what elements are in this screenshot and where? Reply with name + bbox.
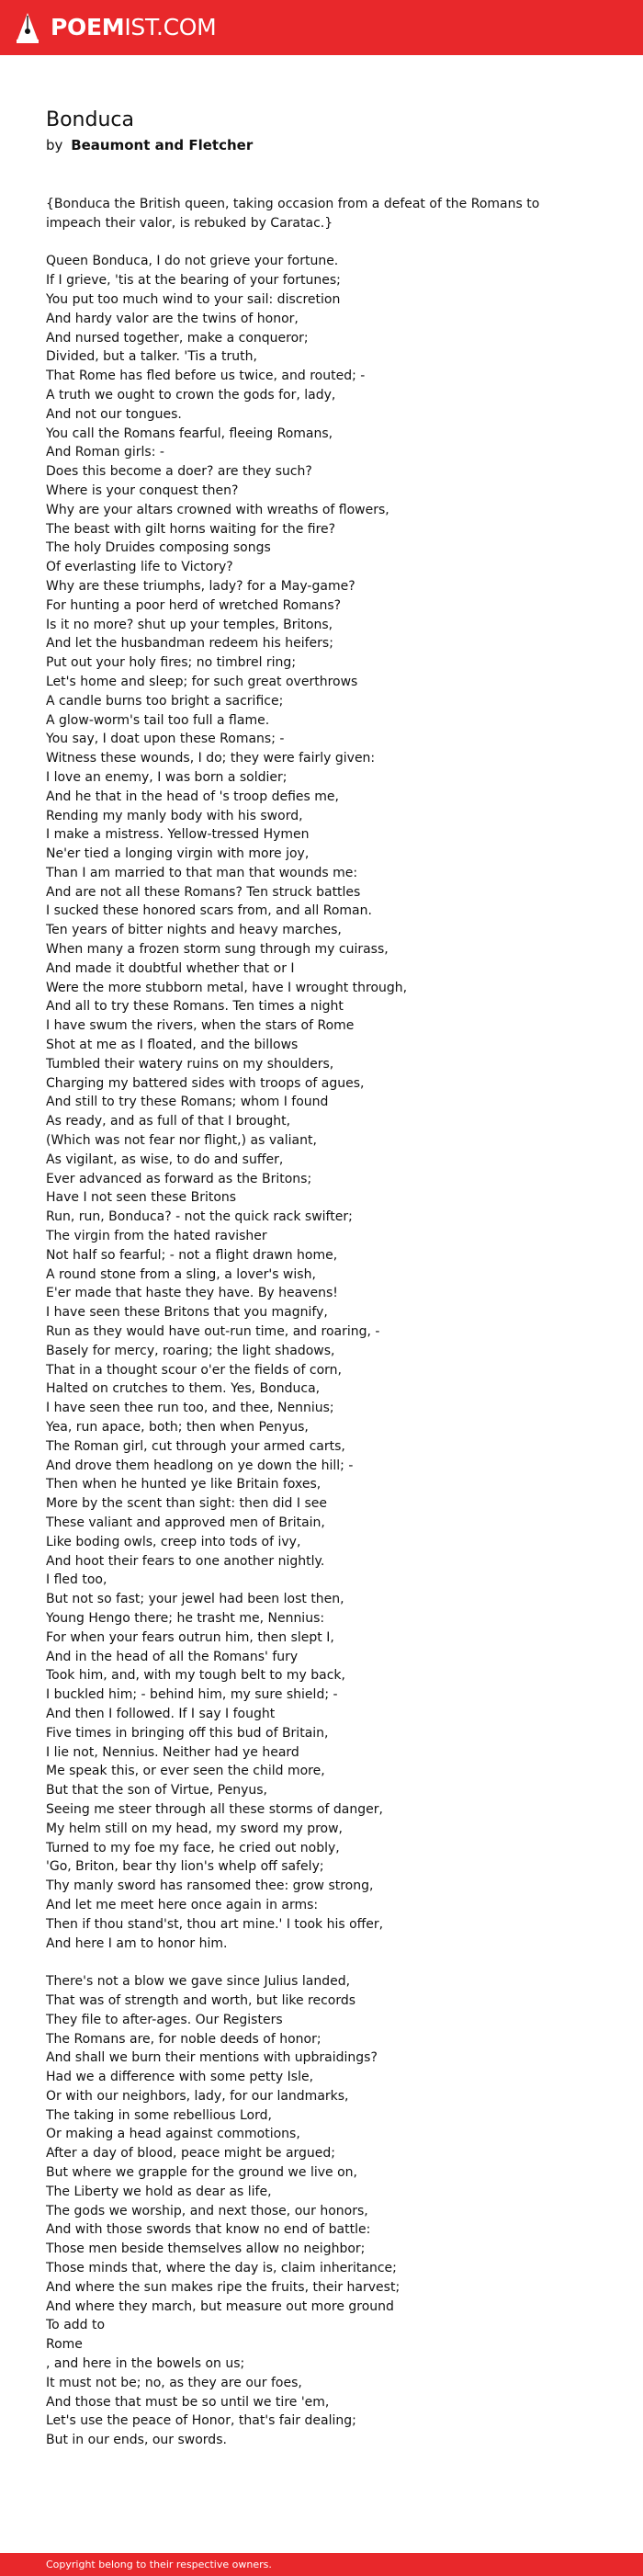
poem-line: A round stone from a sling, a lover's wish,	[46, 1266, 316, 1282]
poem-line: Witness these wounds, I do; they were fairly given:	[46, 751, 376, 766]
poem-line: And those that must be so until we tire 'em,	[46, 2394, 330, 2410]
poem-line: And Roman girls: -	[46, 445, 164, 460]
poem-line: {Bonduca the British queen, taking occasion from a defeat of the Romans to	[46, 197, 540, 211]
copyright-text: Copyright belong to their respective owners.	[46, 2559, 272, 2570]
poem-line: As ready, and as full of that I brought,	[46, 1114, 291, 1129]
poem-line: And nursed together, make a conqueror;	[46, 330, 309, 346]
poem-line: And let me meet here once again in arms:	[46, 1897, 319, 1912]
poem-line: But that the son of Virtue, Penyus,	[46, 1783, 267, 1799]
poem-line: Then when he hunted ye like Britain foxes,	[46, 1477, 322, 1492]
poem-line: And still to try these Romans; whom I found	[46, 1095, 329, 1110]
poem-line: Let's use the peace of Honor, that's fair dealing;	[46, 2413, 356, 2429]
poem-line: A glow-worm's tail too full a flame.	[46, 712, 270, 728]
poem-line: And then I followed. If I say I fought	[46, 1706, 276, 1721]
poem-line: Divided, but a talker. 'Tis a truth,	[46, 349, 257, 365]
poem-line: And drove them headlong on ye down the hill; -	[46, 1458, 354, 1473]
poem-line: , and here in the bowels on us;	[46, 2356, 245, 2372]
pen-nib-icon	[16, 12, 39, 43]
poem-container	[46, 108, 597, 2450]
poem-line: Than I am married to that man that wounds me:	[46, 865, 358, 880]
poem-line: Not half so fearful; - not a flight drawn home,	[46, 1247, 338, 1263]
poem-line: Young Hengo there; he trasht me, Nennius:	[46, 1610, 325, 1626]
poem-line: The Roman girl, cut through your armed carts,	[46, 1438, 345, 1454]
poem-line: I make a mistress. Yellow-tressed Hymen	[46, 827, 310, 843]
poem-line: And all to try these Romans. Ten times a night	[46, 999, 344, 1015]
poem-line: I fled too,	[46, 1572, 107, 1588]
poem-line: Had we a difference with some petty Isle,	[46, 2070, 314, 2085]
poem-line: After a day of blood, peace might be argued;	[46, 2146, 336, 2162]
poem-line: Or making a head against commotions,	[46, 2127, 300, 2142]
poem-line: The virgin from the hated ravisher	[46, 1229, 267, 1244]
poem-body	[46, 195, 597, 2450]
poem-line: Rending my manly body with his sword,	[46, 808, 303, 823]
poem-line: These valiant and approved men of Britain,	[46, 1515, 325, 1530]
poem-line: Why are your altars crowned with wreaths of flowers,	[46, 502, 389, 517]
poem-line: To add to	[46, 2318, 106, 2333]
poem-line: (Which was not fear nor flight,) as valiant,	[46, 1133, 317, 1149]
poem-line: E'er made that haste they have. By heavens!	[46, 1286, 338, 1301]
poem-line: They file to after-ages. Our Registers	[46, 2012, 283, 2027]
poem-line: That in a thought scour o'er the fields of corn,	[46, 1362, 342, 1378]
logo-wordmark	[51, 16, 216, 40]
poem-line: Me speak this, or ever seen the child more,	[46, 1764, 325, 1779]
poem-line: And here I am to honor him.	[46, 1935, 228, 1951]
poem-line: And hardy valor are the twins of honor,	[46, 311, 299, 326]
poem-line: Ever advanced as forward as the Britons;	[46, 1171, 312, 1186]
by-label: by	[46, 137, 63, 153]
poem-line: Thy manly sword has ransomed thee: grow strong,	[46, 1878, 374, 1894]
poem-line: But where we grapple for the ground we live on,	[46, 2165, 357, 2181]
poem-line: A candle burns too bright a sacrifice;	[46, 693, 284, 709]
poem-line: Run as they would have out-run time, and roaring, -	[46, 1324, 380, 1340]
poem-line: It must not be; no, as they are our foes,	[46, 2375, 302, 2390]
poem-line: Like boding owls, creep into tods of ivy,	[46, 1534, 301, 1549]
poem-line: A truth we ought to crown the gods for, lady,	[46, 387, 336, 403]
poem-line: Put out your holy fires; no timbrel ring;	[46, 655, 297, 671]
poem-line: The Romans are, for noble deeds of honor;	[46, 2031, 322, 2047]
poem-line: And let the husbandman redeem his heifers;	[46, 636, 333, 652]
poem-line: For hunting a poor herd of wretched Romans?	[46, 597, 342, 613]
author-name[interactable]: Beaumont and Fletcher	[71, 137, 254, 153]
poem-line: There's not a blow we gave since Julius landed,	[46, 1974, 351, 1990]
poem-line: I buckled him; - behind him, my sure shield; -	[46, 1687, 338, 1703]
poem-line: And not our tongues.	[46, 406, 182, 422]
poem-title: Bonduca	[46, 108, 134, 131]
poem-line: And he that in the head of 's troop defies me,	[46, 789, 339, 804]
poem-line: And hoot their fears to one another nightly.	[46, 1553, 325, 1569]
poem-line: Is it no more? shut up your temples, Britons,	[46, 617, 333, 632]
poem-line: I have seen these Britons that you magnify,	[46, 1305, 328, 1321]
poem-line: The Liberty we hold as dear as life,	[46, 2184, 272, 2199]
poem-line: That Rome has fled before us twice, and routed; -	[46, 369, 366, 384]
poem-line: Run, run, Bonduca? - not the quick rack swifter;	[46, 1209, 353, 1225]
poem-line: And where they march, but measure out more ground	[46, 2298, 394, 2314]
poem-line: Let's home and sleep; for such great overthrows	[46, 674, 358, 689]
poem-line: And are not all these Romans? Ten struck battles	[46, 884, 361, 900]
poem-line: 'Go, Briton, bear thy lion's whelp off safely;	[46, 1859, 324, 1875]
poem-line: Turned to my foe my face, he cried out nobly,	[46, 1840, 340, 1855]
poem-line: You say, I doat upon these Romans; -	[46, 732, 285, 747]
poem-line: That was of strength and worth, but like records	[46, 1992, 356, 2008]
poem-byline	[46, 136, 597, 154]
poem-line: Charging my battered sides with troops of agues,	[46, 1075, 365, 1091]
site-header	[0, 0, 643, 55]
poem-line: And shall we burn their mentions with upbraidings?	[46, 2050, 378, 2066]
poem-line: Those minds that, where the day is, claim inheritance;	[46, 2261, 397, 2276]
poem-line: Tumbled their watery ruins on my shoulders,	[46, 1056, 334, 1072]
poem-line: Yea, run apace, both; then when Penyus,	[46, 1420, 309, 1435]
poem-line: Were the more stubborn metal, have I wrought through,	[46, 980, 408, 995]
poem-line: Those men beside themselves allow no neighbor;	[46, 2241, 366, 2257]
poem-line: Then if thou stand'st, thou art mine.' I took his offer,	[46, 1916, 384, 1932]
poem-line: Why are these triumphs, lady? for a May-game?	[46, 578, 355, 594]
poem-line: My helm still on my head, my sword my prow,	[46, 1821, 343, 1836]
poem-line: Queen Bonduca, I do not grieve your fortune.	[46, 254, 339, 269]
poem-line: Does this become a doer? are they such?	[46, 464, 312, 480]
poem-line: The holy Druides composing songs	[46, 540, 271, 556]
poem-line: Where is your conquest then?	[46, 482, 239, 498]
logo-text-light: IST.COM	[124, 14, 217, 40]
logo-text-bold: POEM	[51, 14, 125, 40]
poem-line: You put too much wind to your sail: discretion	[46, 291, 341, 307]
poem-line: You call the Romans fearful, fleeing Romans,	[46, 426, 333, 441]
poem-line: Or with our neighbors, lady, for our landmarks,	[46, 2088, 349, 2104]
poem-line: I lie not, Nennius. Neither had ye heard	[46, 1744, 299, 1760]
poem-line: For when your fears outrun him, then slept I,	[46, 1629, 334, 1645]
poem-line: Of everlasting life to Victory?	[46, 560, 233, 575]
poem-line: Basely for mercy, roaring; the light shadows,	[46, 1343, 335, 1358]
poem-line	[46, 233, 597, 253]
poem-line: If I grieve, 'tis at the bearing of your fortunes;	[46, 273, 341, 289]
poem-line: And made it doubtful whether that or I	[46, 960, 295, 976]
poem-line: As vigilant, as wise, to do and suffer,	[46, 1152, 284, 1167]
poem-line: But not so fast; your jewel had been lost then,	[46, 1592, 344, 1607]
poem-line: And with those swords that know no end of battle:	[46, 2222, 371, 2238]
poem-line: More by the scent than sight: then did I see	[46, 1496, 327, 1512]
poem-line: Shot at me as I floated, and the billows	[46, 1038, 299, 1053]
poem-line: The taking in some rebellious Lord,	[46, 2107, 272, 2123]
poem-line: When many a frozen storm sung through my cuirass,	[46, 942, 389, 958]
poem-line: Rome	[46, 2337, 83, 2353]
poem-line: I have seen thee run too, and thee, Nennius;	[46, 1401, 334, 1416]
site-footer	[0, 2553, 643, 2576]
poem-line: The beast with gilt horns waiting for the fire?	[46, 521, 336, 537]
poem-line: But in our ends, our swords.	[46, 2433, 227, 2448]
poem-line: I sucked these honored scars from, and all Roman.	[46, 903, 372, 919]
poem-line: Five times in bringing off this bud of Britain,	[46, 1725, 329, 1741]
poem-line: I have swum the rivers, when the stars of Rome	[46, 1018, 355, 1034]
poem-line: Have I not seen these Britons	[46, 1190, 237, 1206]
poem-line: And in the head of all the Romans' fury	[46, 1649, 299, 1664]
poem-line: Ten years of bitter nights and heavy marches,	[46, 923, 342, 938]
poem-line: I love an enemy, I was born a soldier;	[46, 769, 288, 785]
poem-line	[46, 1953, 597, 1972]
poem-line: And where the sun makes ripe the fruits, their harvest;	[46, 2279, 400, 2295]
poem-line: The gods we worship, and next those, our honors,	[46, 2203, 368, 2219]
poem-line: Seeing me steer through all these storms of danger,	[46, 1801, 383, 1817]
poem-line: Took him, and, with my tough belt to my back,	[46, 1668, 345, 1684]
poem-line: Halted on crutches to them. Yes, Bonduca,	[46, 1381, 321, 1397]
poem-line: Ne'er tied a longing virgin with more joy,	[46, 846, 310, 862]
poem-line: impeach their valor, is rebuked by Caratac.}	[46, 215, 333, 231]
